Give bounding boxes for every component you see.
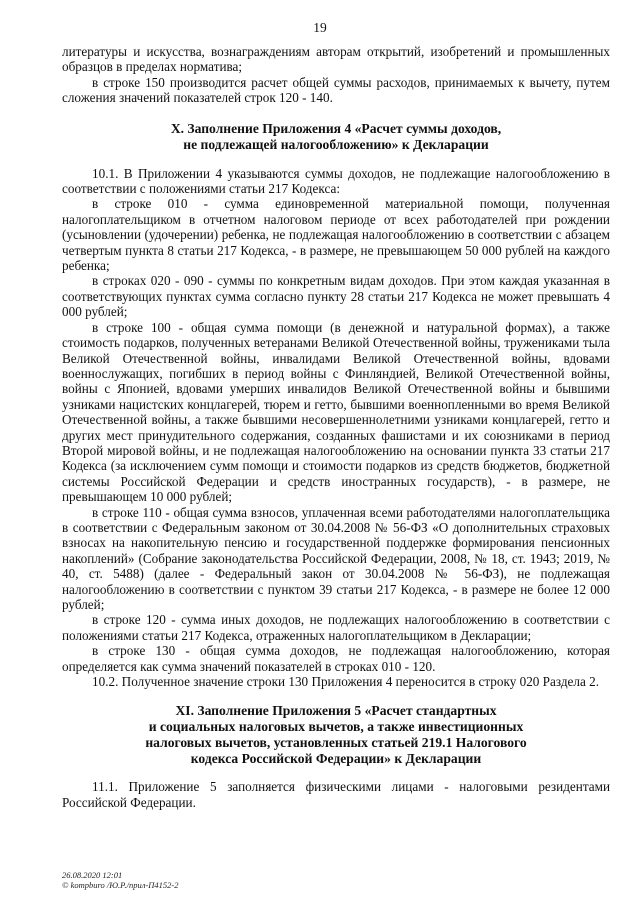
- section-x-paragraph: в строке 110 - общая сумма взносов, уплаченная всеми работодателями налогоплательщика в соответствии с Федеральным законом от 30.04.2008 № 56-ФЗ «О дополнительных страховых взносах на накопительную пенсию и государственной поддержке формирования пенсионных накоплений» (Собрание законодательства Российской Федерации, 2008, № 18, ст. 1943; 2019, № 40, ст. 5488) (далее - Федеральный закон от 30.04.2008 № 56-ФЗ), не подлежащая налогообложению в соответствии с пунктом 39 статьи 217 Кодекса, - в размере не более 12 000 рублей;: [62, 504, 610, 612]
- section-x-paragraph: в строке 120 - сумма иных доходов, не подлежащих налогообложению в соответствии с положениями статьи 217 Кодекса, отраженных налогоплательщиком в Декларации;: [62, 612, 610, 643]
- section-x-paragraph: в строках 020 - 090 - суммы по конкретным видам доходов. При этом каждая указанная в соответствующих пунктах сумма согласно пункту 28 статьи 217 Кодекса не может превышать 4 000 рублей;: [62, 273, 610, 320]
- section-xi-title-line2: и социальных налоговых вычетов, а также инвестиционных: [148, 719, 524, 735]
- section-x-paragraph: в строке 100 - общая сумма помощи (в денежной и натуральной формах), а также стоимость подарков, полученных ветеранами Великой Отечественной войны, тружениками тыла Великой Отечественной войны, инвалидами Великой Отечественной войны, вдовами военнослужащих, погибших в период войны с Финляндией, Великой Отечественной войны, войны с Японией, вдовами умерших инвалидов Великой Отечественной войны и бывшими узниками нацистских концлагерей, тюрем и гетто, бывшими военнопленными во время Великой Отечественной войны, а также бывшими несовершеннолетними узниками концлагерей, гетто и других мест принудительного содержания, созданных фашистами и их союзниками в период Второй мировой войны, и не подлежащая налогообложению на основании пункта 33 статьи 217 Кодекса (за исключением сумм помощи и стоимости подарков из средств бюджетов, бюджетной системы Российской Федерации и средств иностранных государств), - в размере, не превышающем 10 000 рублей;: [62, 319, 610, 505]
- intro-paragraph-1: литературы и искусства, вознаграждениям авторам открытий, изобретений и промышленных образцов в пределах норматива;: [62, 44, 610, 75]
- section-x-paragraph: в строке 010 - сумма единовременной материальной помощи, полученная налогоплательщиком в отчетном налоговом периоде от всех работодателей при рождении (усыновлении (удочерении) ребенка, не подлежащая налогообложению в соответствии с абзацем четвертым пункта 8 статьи 217 Кодекса, - в размере, не превышающем 50 000 рублей на каждого ребенка;: [62, 196, 610, 274]
- footer-timestamp: 26.08.2020 12:01: [62, 870, 123, 880]
- document-body: [62, 44, 610, 810]
- section-x-paragraph: в строке 130 - общая сумма доходов, не подлежащая налогообложению, которая определяется как сумма значений показателей в строках 010 - 120.: [62, 643, 610, 674]
- section-xi-title-line1: XI. Заполнение Приложения 5 «Расчет стандартных: [175, 703, 497, 719]
- section-x-paragraph: 10.2. Полученное значение строки 130 Приложения 4 переносится в строку 020 Раздела 2.: [92, 674, 600, 690]
- section-x-heading: [62, 121, 610, 153]
- section-xi-heading: [62, 703, 610, 767]
- section-xi-title-line4: кодекса Российской Федерации» к Декларации: [190, 751, 482, 767]
- section-x-title-line1: X. Заполнение Приложения 4 «Расчет суммы доходов,: [170, 120, 502, 136]
- section-x-title-line2: не подлежащей налогообложению» к Декларации: [183, 136, 489, 152]
- footer-document-id: © kompburo /Ю.Р./прил-П4152-2: [62, 880, 179, 890]
- document-footer: [62, 870, 178, 890]
- page-number: 19: [313, 20, 327, 35]
- section-xi-title-line3: налоговых вычетов, установленных статьей 219.1 Налогового: [145, 735, 527, 751]
- intro-paragraph-2: в строке 150 производится расчет общей суммы расходов, принимаемых к вычету, путем сложения значений показателей строк 120 - 140.: [62, 74, 610, 106]
- section-xi-paragraph: 11.1. Приложение 5 заполняется физическими лицами - налоговыми резидентами Российской Федерации.: [62, 779, 610, 810]
- section-x-paragraph: 10.1. В Приложении 4 указываются суммы доходов, не подлежащие налогообложению в соответствии с положениями статьи 217 Кодекса:: [62, 165, 610, 197]
